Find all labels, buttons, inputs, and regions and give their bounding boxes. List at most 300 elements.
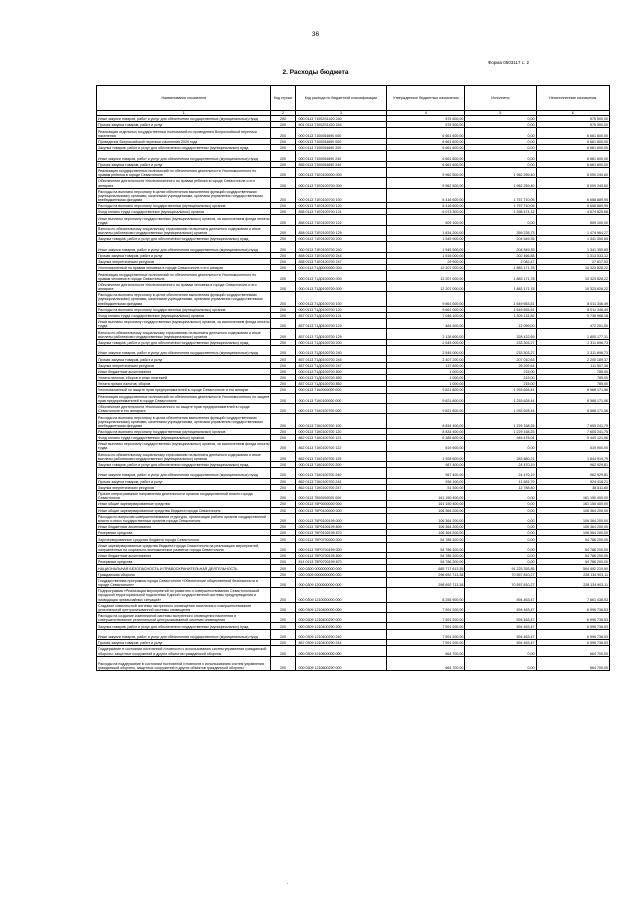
- row-line-code-cell: 200: [271, 362, 295, 368]
- row-classification-code-cell: 858 0113 71E0100700 121: [295, 209, 387, 215]
- row-approved-cell: 6 661 600,00: [387, 161, 465, 167]
- row-name-cell: Иные выплаты персоналу государственных (муниципальных) органов, за исключением фонда оплаты труда: [98, 442, 270, 451]
- row-approved-cell: 987 400,00: [387, 461, 465, 467]
- row-executed-cell: 1 253 628,44: [465, 393, 536, 403]
- table-row: [97, 542, 610, 552]
- table-row: [97, 602, 610, 612]
- row-line-code-cell: 200: [271, 312, 295, 318]
- row-classification-code-cell: 000 0113 7100054690 240: [295, 151, 387, 161]
- row-name-cell: Иные бюджетные ассигнования: [97, 368, 271, 374]
- row-line-code-cell: 200: [271, 281, 295, 291]
- row-approved-cell: 6 385 600,00: [387, 435, 465, 441]
- row-approved-cell: 12 207 000,00: [387, 281, 465, 291]
- row-classification-code-cell: 000 0113 71Д0100700 100: [295, 292, 387, 307]
- table-row: [97, 629, 610, 639]
- row-remaining-cell: 594 492 219,50: [536, 565, 610, 571]
- row-approved-cell: 664 700,00: [387, 656, 465, 671]
- row-approved-cell: 161 150 400,00: [387, 490, 465, 500]
- row-name-cell: Реализация государственных полномочий по обеспечению деятельности Уполномоченного по защите прав предпринимателей в городе Севастополе: [98, 394, 270, 403]
- row-classification-code-cell: 000 0113 71E0100700 200: [295, 236, 387, 242]
- row-remaining-cell: 6 996 736,53: [536, 623, 610, 629]
- row-name-cell: Прочая закупка товаров, работ и услуг: [97, 252, 271, 258]
- row-name-cell: Уплата прочих налогов, сборов: [97, 381, 271, 387]
- row-line-code-cell: 200: [271, 252, 295, 258]
- row-executed-cell: 594 463,47: [465, 588, 536, 603]
- row-line-code-cell: 200: [271, 292, 295, 307]
- row-name-cell: Расходы на выплаты персоналу в целях обеспечения выполнения функций государственными (муниципальными) органами, казенными учреждениями, органами управления государственными внебюджетными фондами: [97, 188, 271, 203]
- column-header-remaining: Неисполненные назначения: [536, 86, 610, 111]
- row-remaining-cell: 6 996 736,53: [536, 640, 610, 646]
- row-classification-code-cell: 862 0113 71К0100700 122: [295, 441, 387, 451]
- row-classification-code-cell: 000 0309 1210600000 000: [295, 646, 387, 656]
- row-approved-cell: 9 821 800,00: [387, 387, 465, 393]
- table-row: [97, 346, 610, 356]
- row-remaining-cell: 6 661 600,00: [536, 151, 610, 161]
- row-classification-code-cell: 000 0113 71002S1420 240: [295, 116, 387, 122]
- row-classification-code-cell: 000 0113 71E0100700 100: [295, 188, 387, 203]
- row-executed-cell: 283 680,21: [465, 451, 536, 461]
- row-line-code-cell: 200: [271, 403, 295, 413]
- row-executed-cell: 12 099,00: [465, 319, 536, 329]
- row-classification-code-cell: 000 0113 75Р0700199 800: [295, 553, 387, 559]
- row-executed-cell: 0,00: [465, 215, 536, 225]
- row-classification-code-cell: 000 0113 71К0100700 000: [295, 403, 387, 413]
- row-remaining-cell: 2 200 189,37: [536, 356, 610, 362]
- row-classification-code-cell: 000 0113 71Д0100700 120: [295, 306, 387, 312]
- row-executed-cell: 1 398 474,32: [465, 209, 536, 215]
- row-executed-cell: 1 309 131,82: [465, 312, 536, 318]
- row-executed-cell: 594 463,47: [465, 629, 536, 639]
- row-classification-code-cell: 858 0113 71E0100700 122: [295, 215, 387, 225]
- row-name-cell: Иные закупки товаров, работ и услуг для обеспечения государственных (муниципальных) нужд: [97, 242, 271, 252]
- row-line-code-cell: 200: [271, 209, 295, 215]
- row-approved-cell: 575 500,00: [387, 122, 465, 128]
- table-row: [97, 613, 610, 623]
- row-approved-cell: 9 962 500,00: [387, 167, 465, 177]
- row-approved-cell: 987 400,00: [387, 468, 465, 478]
- row-remaining-cell: 10 323 828,22: [536, 265, 610, 271]
- row-executed-cell: 70 557 810,27: [465, 571, 536, 577]
- row-classification-code-cell: 000 0309 1200000000 000: [295, 577, 387, 587]
- row-executed-cell: 202 466,88: [465, 252, 536, 258]
- row-remaining-cell: 6 661 600,00: [536, 161, 610, 167]
- row-line-code-cell: 200: [271, 451, 295, 461]
- row-line-code-cell: 200: [271, 242, 295, 252]
- row-classification-code-cell: 000 0113 71Д0100700 000: [295, 281, 387, 291]
- row-remaining-cell: 472 201,00: [536, 319, 610, 329]
- row-classification-code-cell: 000 0113 7100054690 000: [295, 138, 387, 144]
- row-approved-cell: 6 661 600,00: [387, 151, 465, 161]
- row-remaining-cell: 8 000 240,60: [536, 167, 610, 177]
- row-name-cell: Прочая закупка товаров, работ и услуг: [97, 122, 271, 128]
- row-name-cell: Закупка товаров, работ и услуг для обеспечения государственных (муниципальных) нужд: [97, 461, 271, 467]
- row-classification-code-cell: 000 0113 7100054690 200: [295, 145, 387, 151]
- row-name-cell: Взносы по обязательному социальному страхованию на выплаты денежного содержания и иные выплаты работникам государственных (муниципальных) органов: [97, 451, 271, 461]
- row-remaining-cell: 228 134 903,11: [536, 577, 610, 587]
- row-name-cell: Иные зарезервированные средства бюджета города Севастополя на реализацию мероприятий, направленных на социально-экономическое развитие города Севастополя: [97, 542, 271, 552]
- row-executed-cell: 0,00: [465, 490, 536, 500]
- row-name-cell: Уполномоченный по защите прав предпринимателей в городе Севастополе и его аппарат: [97, 387, 271, 393]
- row-line-code-cell: 200: [271, 215, 295, 225]
- row-remaining-cell: 161 150 400,00: [536, 501, 610, 507]
- row-executed-cell: 1 253 628,44: [465, 403, 536, 413]
- row-executed-cell: 0,00: [465, 122, 536, 128]
- row-classification-code-cell: 000 0113 71E0100700 120: [295, 203, 387, 209]
- row-approved-cell: 8 416 600,00: [387, 188, 465, 203]
- table-body: [97, 116, 610, 671]
- row-approved-cell: 8 834 400,00: [387, 428, 465, 434]
- row-name-cell: Резервные средства: [97, 559, 271, 565]
- row-approved-cell: 106 364 200,00: [387, 507, 465, 513]
- row-approved-cell: 7 048 100,00: [387, 312, 465, 318]
- row-line-code-cell: 200: [271, 435, 295, 441]
- row-line-code-cell: 200: [271, 116, 295, 122]
- row-name-cell: Прочая закупка товаров, работ и услуг: [97, 161, 271, 167]
- row-executed-cell: 207 010,63: [465, 356, 536, 362]
- row-name-cell: Закупка товаров, работ и услуг для обеспечения государственных (муниципальных) нужд: [97, 145, 271, 151]
- row-line-code-cell: 200: [271, 138, 295, 144]
- row-classification-code-cell: 000 0309 1210400290 000: [295, 613, 387, 623]
- row-classification-code-cell: 000 0113 71Д0100700 200: [295, 339, 387, 345]
- row-name-cell: Иные общие зарезервированные средства: [97, 501, 271, 507]
- table-row: [97, 468, 610, 478]
- row-remaining-cell: 228 134 903,11: [536, 571, 610, 577]
- row-name-cell: Иные общие зарезервированные средства бюджета города Севастополя: [97, 507, 271, 513]
- row-executed-cell: 1 883 171,78: [465, 271, 536, 281]
- expenses-table: [96, 85, 610, 671]
- row-approved-cell: 9 661 000,00: [387, 292, 465, 307]
- row-executed-cell: 1 962 259,40: [465, 178, 536, 188]
- table-row: [97, 225, 610, 235]
- row-executed-cell: 1 253 628,44: [465, 387, 536, 393]
- row-executed-cell: 1 757 710,05: [465, 188, 536, 203]
- row-line-code-cell: 200: [271, 329, 295, 339]
- row-classification-code-cell: 000 0309 1210600290 000: [295, 656, 387, 671]
- row-name-cell: Проведение Всероссийской переписи населения 2020 года: [97, 138, 271, 144]
- row-classification-code-cell: 000 0309 1210400290 240: [295, 629, 387, 639]
- row-line-code-cell: 200: [271, 128, 295, 138]
- row-name-cell: Расходы на выплаты персоналу в целях обеспечения выполнения функций государственными (муниципальными) органами, казенными учреждениями, органами управления государственными внебюджетными фондами: [97, 414, 271, 429]
- row-line-code-cell: 200: [271, 319, 295, 329]
- row-approved-cell: 106 364 200,00: [387, 530, 465, 536]
- row-classification-code-cell: 000 0113 7500000000 000: [295, 490, 387, 500]
- row-name-cell: Иные закупки товаров, работ и услуг для обеспечения государственных (муниципальных) нужд: [97, 629, 271, 639]
- row-name-cell: Закупка товаров, работ и услуг для обеспечения государственных (муниципальных) нужд: [97, 236, 271, 242]
- column-number: 4: [387, 111, 465, 116]
- row-name-cell: Зарезервированные средства бюджета города Севастополя: [97, 536, 271, 542]
- row-remaining-cell: 575 500,00: [536, 122, 610, 128]
- row-approved-cell: 9 821 800,00: [387, 403, 465, 413]
- row-classification-code-cell: 000 0309 1210400290 200: [295, 623, 387, 629]
- row-name-cell: Иные закупки товаров, работ и услуг для обеспечения государственных (муниципальных) нужд: [97, 116, 271, 122]
- row-name-cell: Фонд оплаты труда государственных (муниципальных) органов: [97, 209, 271, 215]
- row-line-code-cell: 200: [271, 178, 295, 188]
- row-executed-cell: 594 463,47: [465, 623, 536, 629]
- row-line-code-cell: 200: [271, 203, 295, 209]
- row-classification-code-cell: 858 0113 71E0100700 244: [295, 252, 387, 258]
- row-executed-cell: 204 549,35: [465, 236, 536, 242]
- row-name-cell: Иные бюджетные ассигнования: [97, 524, 271, 530]
- page-number: 36: [311, 31, 320, 38]
- row-classification-code-cell: 000 0113 75Р0100199 800: [295, 524, 387, 530]
- row-approved-cell: 51 300,00: [387, 484, 465, 490]
- row-remaining-cell: 8 568 171,56: [536, 403, 610, 413]
- row-name-cell: Иные закупки товаров, работ и услуг для обеспечения государственных (муниципальных) нужд: [97, 468, 271, 478]
- row-remaining-cell: 664 700,00: [536, 646, 610, 656]
- row-remaining-cell: 1 800 177,31: [536, 329, 610, 339]
- row-executed-cell: 0,00: [465, 116, 536, 122]
- row-remaining-cell: 575 500,00: [536, 116, 610, 122]
- row-remaining-cell: 161 150 400,00: [536, 490, 610, 500]
- row-classification-code-cell: 858 0113 71E0100700 129: [295, 225, 387, 235]
- row-executed-cell: 233 303,27: [465, 346, 536, 356]
- row-name-cell: Расходы по вопросам совершенствования структуры, организации работы органов государственной власти и иных государственных органов города Севастополя: [97, 513, 271, 523]
- row-approved-cell: 8 255 900,00: [387, 588, 465, 603]
- row-approved-cell: 1 545 900,00: [387, 242, 465, 252]
- row-name-cell: Резервные средства: [97, 530, 271, 536]
- row-remaining-cell: 5 440 121,96: [536, 435, 610, 441]
- table-row: [97, 451, 610, 461]
- row-classification-code-cell: 000 0113 71E0100700 240: [295, 242, 387, 252]
- row-line-code-cell: 200: [271, 478, 295, 484]
- row-executed-cell: 0,00: [465, 656, 536, 671]
- table-row: [97, 271, 610, 281]
- row-approved-cell: 137 800,00: [387, 362, 465, 368]
- row-line-code-cell: 200: [271, 368, 295, 374]
- row-executed-cell: 11 681,79: [465, 478, 536, 484]
- row-remaining-cell: 54 786 200,00: [536, 553, 610, 559]
- row-classification-code-cell: 000 0113 71К0100700 240: [295, 468, 387, 478]
- row-approved-cell: 1 000,00: [387, 368, 465, 374]
- row-line-code-cell: 200: [271, 513, 295, 523]
- row-name-cell: Расходы на выплаты персоналу государственных (муниципальных) органов: [97, 428, 271, 434]
- row-approved-cell: 2 128 600,00: [387, 329, 465, 339]
- row-line-code-cell: 200: [271, 461, 295, 467]
- row-line-code-cell: 200: [271, 259, 295, 265]
- row-name-cell: Закупка энергетических ресурсов: [97, 362, 271, 368]
- row-name-cell: Расходы на создание комплексной системы экстренного оповещения населения и совершенствование региональной централизованной системы оповещения: [97, 613, 271, 623]
- column-header-executed: Исполнено: [465, 86, 536, 111]
- row-executed-cell: 1 229 158,25: [465, 428, 536, 434]
- row-remaining-cell: 7 605 241,75: [536, 428, 610, 434]
- row-approved-cell: 6 661 600,00: [387, 128, 465, 138]
- row-remaining-cell: 7 661 436,53: [536, 588, 610, 603]
- row-executed-cell: 328 422,69: [465, 329, 536, 339]
- row-name-cell: Закупка энергетических ресурсов: [97, 259, 271, 265]
- row-classification-code-cell: 000 0113 71Д0100700 240: [295, 346, 387, 356]
- section-title: 2. Расходы бюджета: [282, 69, 349, 76]
- row-name-cell: Закупка товаров, работ и услуг для обеспечения государственных (муниципальных) нужд: [97, 339, 271, 345]
- column-header-approved: Утвержденные бюджетные назначения: [387, 86, 465, 111]
- row-classification-code-cell: 857 0113 71Д0100700 244: [295, 356, 387, 362]
- row-remaining-cell: 54 786 200,00: [536, 536, 610, 542]
- row-name-cell: Прочая закупка товаров, работ и услуг: [97, 356, 271, 362]
- row-approved-cell: 7 591 200,00: [387, 623, 465, 629]
- row-line-code-cell: 200: [271, 236, 295, 242]
- row-classification-code-cell: 000 0113 71E0100000 000: [295, 167, 387, 177]
- row-remaining-cell: 962 929,81: [536, 461, 610, 467]
- table-row: [97, 242, 610, 252]
- row-executed-cell: 0,00: [465, 530, 536, 536]
- row-line-code-cell: 200: [271, 524, 295, 530]
- row-executed-cell: 1 962 259,40: [465, 167, 536, 177]
- row-name-cell: Иные выплаты персоналу государственных (муниципальных) органов, за исключением фонда оплаты труда: [98, 320, 270, 329]
- row-classification-code-cell: 862 0113 71К0100700 244: [295, 478, 387, 484]
- row-name-cell: Иные закупки товаров, работ и услуг для обеспечения государственных (муниципальных) нужд: [97, 346, 271, 356]
- row-approved-cell: 8 416 600,00: [387, 203, 465, 209]
- row-classification-code-cell: 000 0113 71Д0100700 800: [295, 368, 387, 374]
- row-line-code-cell: 200: [271, 428, 295, 434]
- row-name-cell: Реализация государственных полномочий по обеспечению деятельности Уполномоченного по правам человека в городе Севастополе: [97, 271, 271, 281]
- table-row: [97, 188, 610, 203]
- row-line-code-cell: 200: [271, 265, 295, 271]
- row-approved-cell: 1 000,00: [387, 374, 465, 380]
- row-line-code-cell: 200: [271, 507, 295, 513]
- row-name-cell: Гражданская оборона: [97, 571, 271, 577]
- row-name-cell: Реализация государственных полномочий по обеспечению деятельности Уполномоченного по правам ребенка в городе Севастополе: [97, 167, 271, 177]
- row-line-code-cell: 200: [271, 602, 295, 612]
- row-line-code-cell: 200: [271, 646, 295, 656]
- row-remaining-cell: 6 996 736,53: [536, 602, 610, 612]
- row-remaining-cell: 6 996 736,53: [536, 629, 610, 639]
- row-executed-cell: 26 292,64: [465, 362, 536, 368]
- row-classification-code-cell: 867 0309 1210400290 244: [295, 640, 387, 646]
- row-remaining-cell: 2 311 696,73: [536, 346, 610, 356]
- table-row: [97, 588, 610, 603]
- row-classification-code-cell: 814 0113 75Р0700199 870: [295, 559, 387, 565]
- row-executed-cell: 91 225 393,85: [465, 565, 536, 571]
- column-number: 1: [97, 111, 271, 116]
- row-approved-cell: 575 500,00: [387, 116, 465, 122]
- row-executed-cell: 594 463,47: [465, 640, 536, 646]
- row-classification-code-cell: 000 0113 7100054690 000: [295, 128, 387, 138]
- row-remaining-cell: 7 605 241,75: [536, 414, 610, 429]
- row-classification-code-cell: 000 0113 71Д0100000 000: [295, 271, 387, 281]
- row-classification-code-cell: 000 0113 75Р0100199 870: [295, 530, 387, 536]
- row-line-code-cell: 200: [271, 530, 295, 536]
- row-line-code-cell: 200: [271, 484, 295, 490]
- row-classification-code-cell: 857 0113 71Д0100700 852: [295, 381, 387, 387]
- row-line-code-cell: 200: [271, 640, 295, 646]
- row-approved-cell: 298 692 713,38: [387, 577, 465, 587]
- row-approved-cell: 1 834 200,00: [387, 225, 465, 235]
- row-executed-cell: 0,00: [465, 524, 536, 530]
- row-executed-cell: 0,00: [465, 553, 536, 559]
- row-remaining-cell: 10 323 828,22: [536, 281, 610, 291]
- row-approved-cell: 1 928 600,00: [387, 451, 465, 461]
- row-remaining-cell: 8 000 240,60: [536, 178, 610, 188]
- row-remaining-cell: 8 568 171,56: [536, 393, 610, 403]
- row-approved-cell: 2 407 200,00: [387, 356, 465, 362]
- row-classification-code-cell: 000 0113 71Д0100700 850: [295, 374, 387, 380]
- row-executed-cell: 2 082,47: [465, 259, 536, 265]
- row-line-code-cell: 200: [271, 553, 295, 559]
- form-label: Форма 0503117 с. 2: [488, 60, 529, 65]
- row-name-cell: Иные выплаты персоналу государственных (муниципальных) органов, за исключением фонда оплаты труда: [98, 216, 270, 225]
- row-line-code-cell: 200: [271, 441, 295, 451]
- column-number: 5: [465, 111, 536, 116]
- row-approved-cell: 54 786 200,00: [387, 559, 465, 565]
- row-classification-code-cell: 862 0113 71К0100700 129: [295, 451, 387, 461]
- table-row: [97, 151, 610, 161]
- row-classification-code-cell: 858 0113 71E0100700 247: [295, 259, 387, 265]
- row-remaining-cell: 8 011 346,49: [536, 292, 610, 307]
- table-row: [97, 646, 610, 656]
- row-remaining-cell: 6 996 736,53: [536, 613, 610, 623]
- row-executed-cell: 594 463,47: [465, 613, 536, 623]
- row-classification-code-cell: 857 0113 71Д0100700 247: [295, 362, 387, 368]
- row-executed-cell: 945 478,04: [465, 435, 536, 441]
- row-remaining-cell: 6 661 600,00: [536, 145, 610, 151]
- row-executed-cell: 0,00: [465, 441, 536, 451]
- row-name-cell: Иные бюджетные ассигнования: [97, 553, 271, 559]
- row-remaining-cell: 8 011 346,49: [536, 306, 610, 312]
- row-executed-cell: 70 557 810,27: [465, 577, 536, 587]
- row-name-cell: Обеспечение деятельности Уполномоченного по правам человека в городе Севастополе и его аппарата: [97, 281, 271, 291]
- row-line-code-cell: 200: [271, 346, 295, 356]
- row-remaining-cell: 1 644 919,79: [536, 451, 610, 461]
- table-row: [97, 656, 610, 671]
- row-approved-cell: 7 591 200,00: [387, 640, 465, 646]
- row-executed-cell: 0,00: [465, 138, 536, 144]
- row-remaining-cell: 54 786 200,00: [536, 542, 610, 552]
- row-remaining-cell: 962 929,81: [536, 468, 610, 478]
- row-classification-code-cell: 000 0113 75Р0000000 000: [295, 501, 387, 507]
- table-header-row: [97, 86, 610, 111]
- row-approved-cell: 7 591 200,00: [387, 613, 465, 623]
- row-executed-cell: 204 549,35: [465, 242, 536, 252]
- table-row: [97, 393, 610, 403]
- table-row: [97, 414, 610, 429]
- row-name-cell: Закупка энергетических ресурсов: [97, 484, 271, 490]
- row-executed-cell: 0,00: [465, 151, 536, 161]
- row-remaining-cell: 924 418,21: [536, 478, 610, 484]
- row-approved-cell: 8 834 400,00: [387, 414, 465, 429]
- row-name-cell: Уполномоченный по правам человека в городе Севастополе и его аппарат: [97, 265, 271, 271]
- row-name-cell: Расходы на выплаты персоналу в целях обеспечения выполнения функций государственными (муниципальными) органами, казенными учреждениями, органами управления государственными внебюджетными фондами: [97, 292, 271, 307]
- row-remaining-cell: 509 100,00: [536, 215, 610, 225]
- row-executed-cell: 0,00: [465, 507, 536, 513]
- row-approved-cell: 509 100,00: [387, 215, 465, 225]
- row-executed-cell: 0,00: [465, 536, 536, 542]
- row-executed-cell: 215,00: [465, 374, 536, 380]
- footer-mark: .: [287, 880, 289, 886]
- row-line-code-cell: 200: [271, 623, 295, 629]
- row-name-cell: Реализация отдельных государственных полномочий по проведению Всероссийской переписи населения: [97, 128, 271, 138]
- row-executed-cell: 0,00: [465, 646, 536, 656]
- row-executed-cell: 0,00: [465, 161, 536, 167]
- row-remaining-cell: 5 738 968,18: [536, 312, 610, 318]
- row-line-code-cell: 200: [271, 167, 295, 177]
- row-line-code-cell: 200: [271, 381, 295, 387]
- row-classification-code-cell: 000 0113 71К0100700 200: [295, 461, 387, 467]
- column-header-classification-code: Код расхода по бюджетной классификации: [295, 86, 387, 111]
- row-remaining-cell: 2 311 696,73: [536, 339, 610, 345]
- table-row: [97, 128, 610, 138]
- row-remaining-cell: 106 364 200,00: [536, 530, 610, 536]
- row-classification-code-cell: 000 0309 1210000000 000: [295, 588, 387, 603]
- row-remaining-cell: 6 658 889,95: [536, 188, 610, 203]
- table-row: [97, 292, 610, 307]
- row-name-cell: Прочие непрограммные направления деятельности органов государственной власти города Севастополя: [97, 490, 271, 500]
- row-name-cell: Взносы по обязательному социальному страхованию на выплаты денежного содержания и иные выплаты работникам государственных (муниципальных) органов: [97, 329, 271, 339]
- row-approved-cell: 106 364 200,00: [387, 513, 465, 523]
- row-line-code-cell: 200: [271, 542, 295, 552]
- row-remaining-cell: 6 658 889,95: [536, 203, 610, 209]
- row-classification-code-cell: 862 0113 71К0100700 121: [295, 435, 387, 441]
- row-approved-cell: 664 700,00: [387, 646, 465, 656]
- row-executed-cell: 215,00: [465, 381, 536, 387]
